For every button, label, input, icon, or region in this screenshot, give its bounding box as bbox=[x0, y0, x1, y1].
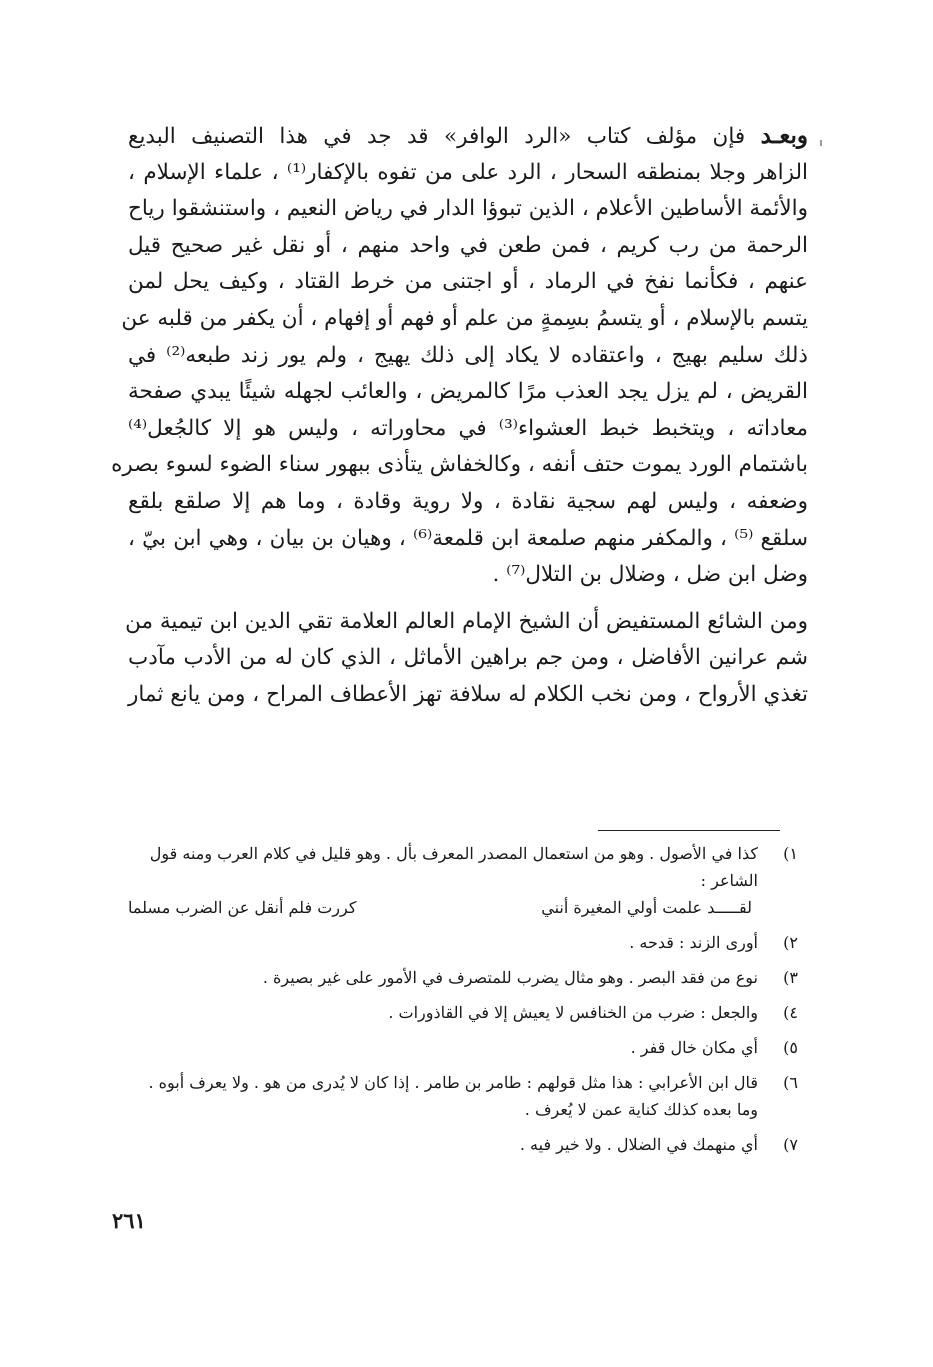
footnote-5 bbox=[118, 1034, 798, 1061]
footnote-text: قال ابن الأعرابي : هذا مثل قولهم : طامر بن طامر . إذا كان لا يُدرى من هو . ولا يعرف أبوه . bbox=[148, 1073, 758, 1092]
footnote-text: والجعل : ضرب من الخنافس لا يعيش إلا في القاذورات . bbox=[388, 1003, 758, 1022]
text-line: الرحمة من رب كريم ، فمن طعن في واحد منهم ، أو نقل غير صحيح قيل bbox=[128, 232, 808, 258]
text-line: ومن الشائع المستفيض أن الشيخ الإمام العالم العلامة تقي الدين ابن تيمية من bbox=[125, 608, 808, 634]
text-line: وضل ابن ضل ، وضلال بن التلال⁽⁷⁾ . bbox=[492, 562, 808, 588]
footnote-number: ٢) bbox=[783, 933, 798, 952]
footnote-3 bbox=[118, 964, 798, 991]
footnote-number: ٧) bbox=[783, 1135, 798, 1154]
text-line: تغذي الأرواح ، ومن نخب الكلام له سلافة تهز الأعطاف المراح ، ومن يانع ثمار bbox=[128, 681, 808, 707]
text-line: وبعـد فإن مؤلف كتاب «الرد الوافر» قد جد في هذا التصنيف البديع bbox=[128, 122, 808, 149]
main-text bbox=[111, 118, 808, 714]
text-line: والأئمة الأساطين الأعلام ، الذين تبوؤا الدار في رياض النعيم ، واستنشقوا رياح bbox=[128, 196, 808, 222]
page-number: ٢٦١ bbox=[112, 1208, 146, 1233]
footnote-text: أي مكان خال قفر . bbox=[630, 1038, 758, 1057]
text-line: الزاهر وجلا بمنطقه السحار ، الرد على من تفوه بالإكفار⁽¹⁾ ، علماء الإسلام ، bbox=[128, 159, 808, 185]
text-line: عنهم ، فكأنما نفخ في الرماد ، أو اجتنى من خرط القتاد ، وكيف يحل لمن bbox=[128, 269, 808, 295]
footnote-text: أي منهمك في الضلال . ولا خير فيه . bbox=[519, 1135, 758, 1154]
footnote-number: ٦) bbox=[783, 1073, 798, 1092]
text-line: القريض ، لم يزل يجد العذب مرًا كالمريض ، والعائب لجهله شيئًا يبدي صفحة bbox=[128, 379, 808, 405]
lead-word: وبعـد bbox=[760, 122, 808, 149]
footnote-text: كذا في الأصول . وهو من استعمال المصدر المعرف بأل . وهو قليل في كلام العرب ومنه قول bbox=[149, 844, 758, 863]
text-line: معاداته ، ويتخبط خبط العشواء⁽³⁾ في محاوراته ، وليس هو إلا كالجُعل⁽⁴⁾ bbox=[128, 415, 808, 441]
footnote-number: ٤) bbox=[783, 1003, 798, 1022]
footnote-number: ١) bbox=[783, 844, 798, 863]
footnotes bbox=[118, 840, 798, 1166]
margin-mark bbox=[820, 140, 822, 146]
footnote-text: الشاعر : bbox=[700, 871, 758, 890]
text-line: ذلك سليم بهيج ، واعتقاده لا يكاد إلى ذلك يهيج ، ولم يور زند طبعه⁽²⁾ في bbox=[128, 342, 808, 368]
text-line: يتسم بالإسلام ، أو يتسمُ بسِمةٍ من علم أو فهم أو إفهام ، أن يكفر من قلبه عن bbox=[121, 305, 808, 331]
footnote-number: ٥) bbox=[783, 1038, 798, 1057]
text-line: وضعفه ، وليس لهم سجية نقادة ، ولا روية وقادة ، وما هم إلا صلقع بلقع bbox=[128, 488, 808, 514]
verse-second-hemistich: كررت فلم أنقل عن الضرب مسلما bbox=[128, 898, 357, 917]
verse-first-hemistich: لقـــــد علمت أولي المغيرة أنني bbox=[541, 898, 752, 917]
footnote-text: أورى الزند : قدحه . bbox=[629, 933, 758, 952]
paragraph-gap bbox=[128, 594, 808, 604]
footnote-text: وما بعده كذلك كناية عمن لا يُعرف . bbox=[524, 1100, 758, 1119]
text-line: شم عرانين الأفاضل ، ومن جم براهين الأماثل ، الذي كان له من الأدب مآدب bbox=[128, 645, 808, 671]
verse-line bbox=[118, 894, 758, 921]
text-line: سلقع ⁽⁵⁾ ، والمكفر منهم صلمعة ابن قلمعة⁽⁶⁾ ، وهيان بن بيان ، وهي ابن بيّ ، bbox=[128, 525, 808, 551]
text-line: باشتمام الورد يموت حتف أنفه ، وكالخفاش يتأذى ببهور سناء الضوء لسوء بصره bbox=[111, 452, 808, 478]
footnote-6 bbox=[118, 1069, 798, 1123]
footnote-number: ٣) bbox=[783, 968, 798, 987]
footnote-separator bbox=[598, 830, 780, 831]
footnote-text: نوع من فقد البصر . وهو مثال يضرب للمتصرف في الأمور على غير بصيرة . bbox=[262, 968, 758, 987]
footnote-4 bbox=[118, 999, 798, 1026]
footnote-2 bbox=[118, 929, 798, 956]
footnote-1 bbox=[118, 840, 798, 921]
footnote-7 bbox=[118, 1131, 798, 1158]
